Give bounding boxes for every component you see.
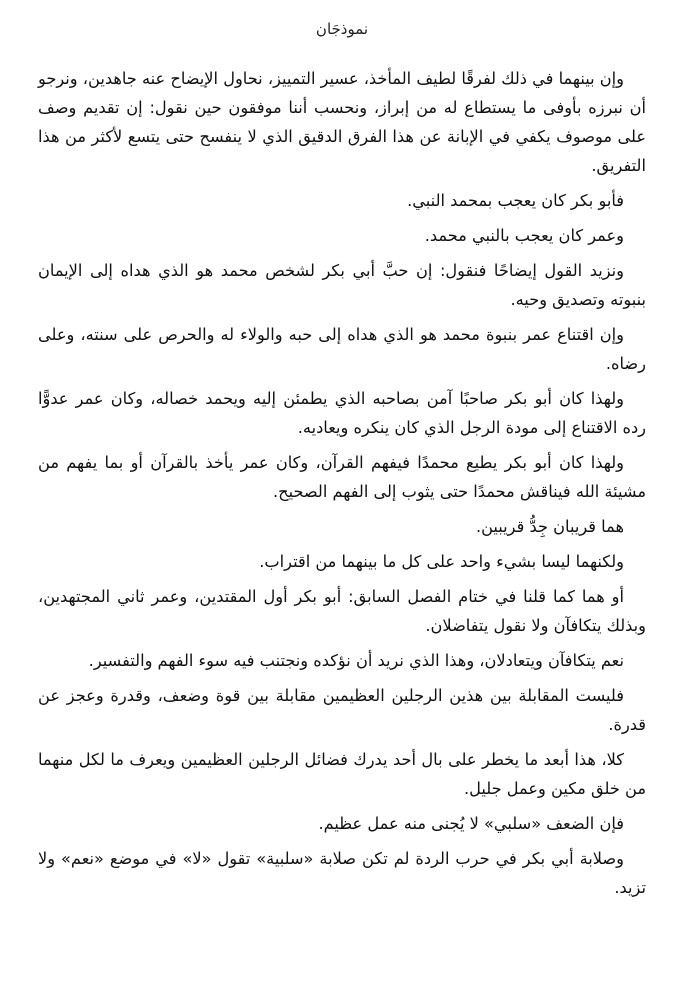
paragraph: ونزيد القول إيضاحًا فنقول: إن حبَّ أبي بكر لشخص محمد هو الذي هداه إلى الإيمان بنبوته وتصديق وحيه. [38, 261, 646, 309]
running-header: نموذجَان [315, 20, 369, 38]
paragraph: ولهذا كان أبو بكر صاحبًا آمن بصاحبه الذي يطمئن إليه ويحمد خصاله، وكان عمر عدوًّا رده الاقتناع إلى مودة الرجل الذي كان ينكره ويعاديه. [38, 389, 646, 437]
paragraph: فليست المقابلة بين هذين الرجلين العظيمين مقابلة بين قوة وضعف، وقدرة وعجز عن قدرة. [38, 686, 646, 734]
paragraph: كلا، هذا أبعد ما يخطر على بال أحد يدرك فضائل الرجلين العظيمين ويعرف ما لكل منهما من خلق مكين وعمل جليل. [38, 750, 646, 798]
paragraph: وعمر كان يعجب بالنبي محمد. [424, 226, 624, 245]
paragraph: وإن بينهما في ذلك لفرقًا لطيف المأخذ، عسير التمييز، نحاول الإيضاح عنه جاهدين، ونرجو أن نبرزه بأوفى ما يستطاع له من إبراز، ونحسب أننا موفقون حين نقول: إن تقديم وصف على موصوف يكفي في الإبانة عن هذا الفرق الدقيق الذي لا ينفسح حتى يتسع لأكثر من هذا التفريق. [38, 69, 646, 175]
paragraph: أو هما كما قلنا في ختام الفصل السابق: أبو بكر أول المقتدين، وعمر ثاني المجتهدين، وبذلك يتكافآن ولا نقول يتفاضلان. [38, 587, 646, 635]
body-text [38, 64, 646, 902]
paragraph: وإن اقتناع عمر بنبوة محمد هو الذي هداه إلى حبه والولاء له والحرص على سنته، وعلى رضاه. [38, 325, 646, 373]
paragraph: فإن الضعف «سلبي» لا يُجنى منه عمل عظيم. [318, 814, 624, 833]
paragraph: هما قريبان جِدُّ قريبين. [475, 517, 624, 536]
paragraph: نعم يتكافآن ويتعادلان، وهذا الذي نريد أن نؤكده ونجتنب فيه سوء الفهم والتفسير. [88, 651, 624, 670]
paragraph: فأبو بكر كان يعجب بمحمد النبي. [407, 191, 624, 210]
paragraph: ولهذا كان أبو بكر يطيع محمدًا فيفهم القرآن، وكان عمر يأخذ بالقرآن أو بما يفهم من مشيئة الله فيناقش محمدًا حتى يثوب إلى الفهم الصحيح. [38, 453, 646, 501]
paragraph: ولكنهما ليسا بشيء واحد على كل ما بينهما من اقتراب. [259, 552, 624, 571]
paragraph: وصلابة أبي بكر في حرب الردة لم تكن صلابة «سلبية» تقول «لا» في موضع «نعم» ولا تزيد. [38, 849, 646, 897]
